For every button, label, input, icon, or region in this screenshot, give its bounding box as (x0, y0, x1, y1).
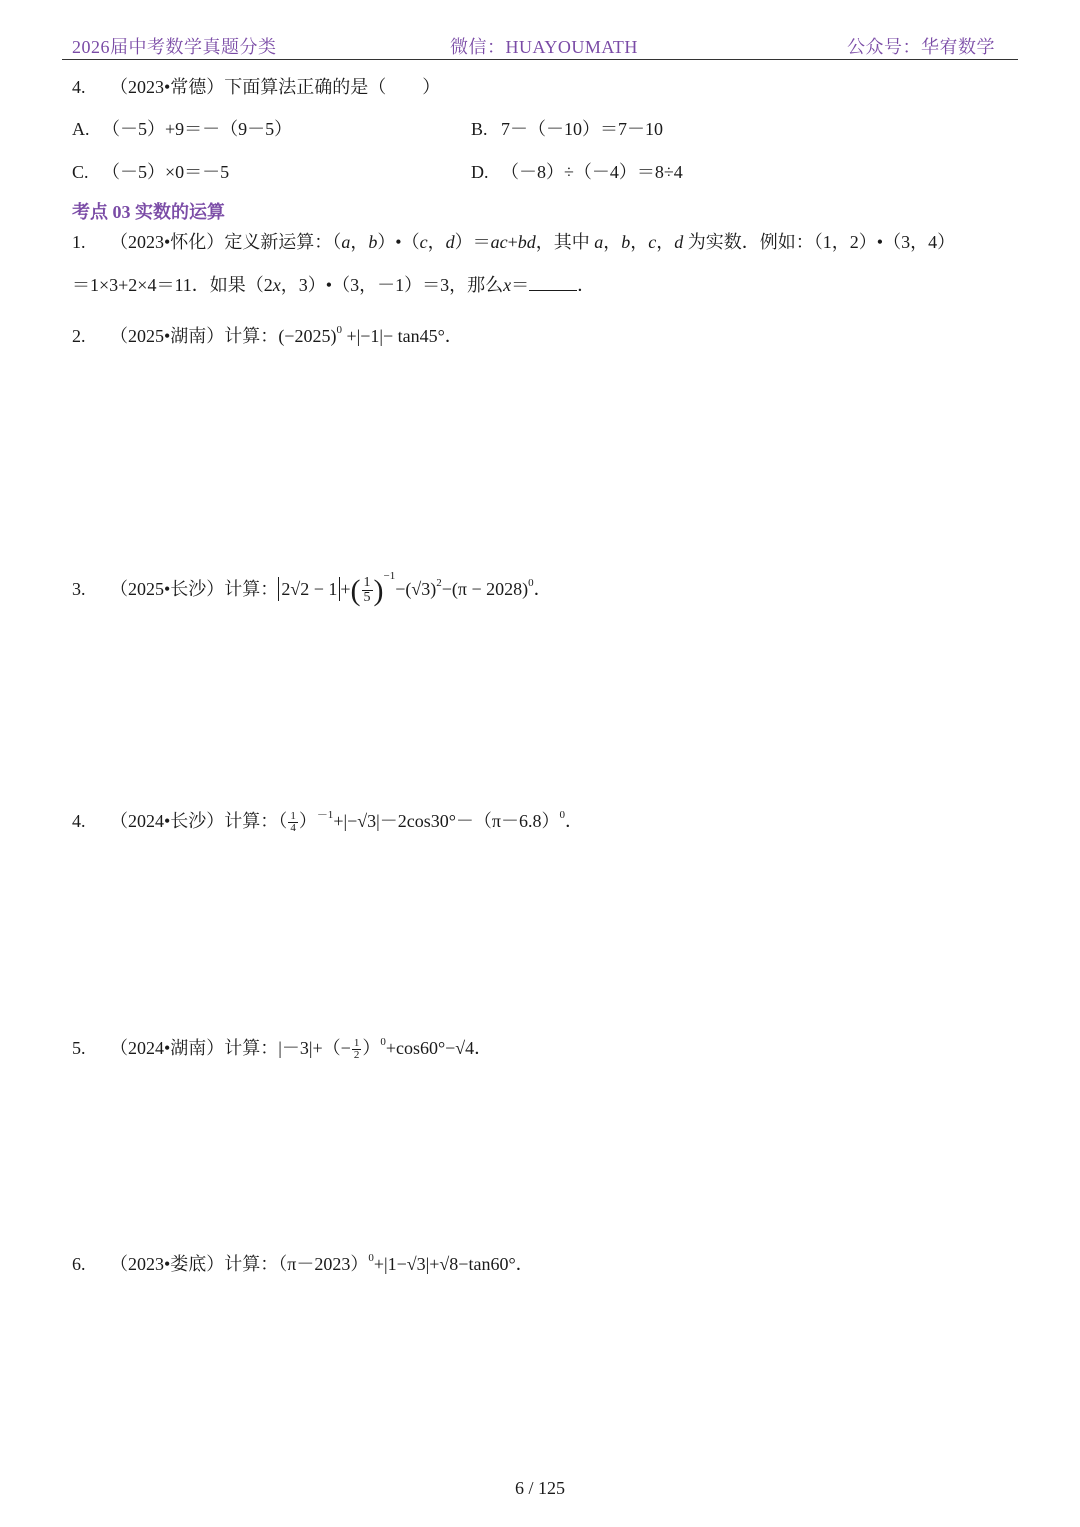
text: ）＝ (454, 232, 491, 252)
problem-1-line-1 (72, 233, 955, 251)
text: ， (603, 232, 622, 252)
expression: −(π − 2028) (441, 579, 529, 599)
expression: +cos60°−√4． (385, 1038, 493, 1058)
numerator: 1 (363, 574, 371, 590)
header-wechat: 微信：HUAYOUMATH (450, 37, 638, 57)
text: ． (533, 579, 552, 599)
option-text: （－8）÷（－4）＝8÷4 (501, 162, 683, 182)
numerator: 1 (353, 1036, 360, 1049)
problem-number: 4. (72, 811, 86, 831)
problem-3: 3. （2025•长沙）计算： 2√2 − 1 +( $\frac{1}{5}$ )$^{-1}-(√3)^2-(\pi - 2028)^0$． (72, 570, 552, 607)
option-d (471, 163, 683, 181)
var-c: c (419, 232, 428, 252)
option-text: 7－（－10）＝7－10 (501, 119, 663, 139)
fraction-one-half (352, 1038, 362, 1062)
option-label: B. (471, 119, 488, 139)
exponent: 0 (336, 324, 342, 336)
expression: +|−√3|－2cos30°－（π－6.8） (333, 811, 560, 831)
problem-6 (72, 1253, 534, 1273)
exponent: 0 (559, 809, 565, 821)
problem-2 (72, 325, 463, 345)
denominator: 2 (353, 1049, 360, 1062)
text: ． (577, 275, 596, 295)
answer-blank (529, 290, 577, 291)
option-text: （－5）+9＝－（9－5） (102, 119, 293, 139)
denominator: 4 (290, 822, 296, 835)
text: ． (564, 811, 583, 831)
problem-number: 2. (72, 326, 86, 346)
question-4-stem (72, 78, 440, 96)
option-a (72, 120, 292, 138)
text: ＝1×3+2×4＝11．如果（2 (72, 275, 273, 295)
var-a: a (341, 232, 351, 252)
expression: +|1−√3|+√8−tan60°． (373, 1254, 534, 1274)
paren-open: ( (350, 573, 361, 607)
exponent: －1 (316, 809, 334, 821)
problem-5 (72, 1027, 492, 1063)
expression: −(√3) (395, 579, 437, 599)
header-account: 公众号：华宥数学 (847, 37, 995, 57)
option-label: C. (72, 162, 89, 182)
text: + (507, 232, 518, 252)
problem-4 (72, 800, 583, 836)
var-d: d (445, 232, 455, 252)
exponent: 0 (380, 1036, 386, 1048)
text: ， (427, 232, 446, 252)
problem-number: 6. (72, 1254, 86, 1274)
header-rule (62, 59, 1018, 60)
exponent: 2 (436, 577, 442, 589)
text: ）•（ (377, 232, 420, 252)
text: ， (350, 232, 369, 252)
var-ac: ac (490, 232, 508, 252)
text: ， (656, 232, 675, 252)
option-label: A. (72, 119, 90, 139)
option-text: （－5）×0＝－5 (102, 162, 230, 182)
var-c: c (648, 232, 657, 252)
text: ，3）•（3，－1）＝3，那么 (280, 275, 504, 295)
problem-1-line-2 (72, 276, 595, 294)
problem-source: （2024•湖南）计算：|－3|+（− (110, 1038, 351, 1058)
question-text: （2023•常德）下面算法正确的是（ ） (110, 77, 441, 97)
text: ） (362, 1038, 381, 1058)
exponent: 0 (368, 1252, 374, 1264)
option-c (72, 163, 229, 181)
text: ，其中 (535, 232, 590, 252)
denominator: 5 (363, 590, 371, 606)
header-left-title: 2026届中考数学真题分类 (72, 37, 277, 57)
var-b: b (621, 232, 631, 252)
text: ） (298, 811, 317, 831)
var-x: x (503, 275, 512, 295)
var-x: x (272, 275, 281, 295)
text: ， (630, 232, 649, 252)
text: 定义新运算：（ (224, 232, 342, 252)
paren-close: ) (373, 573, 384, 607)
question-number: 4. (72, 77, 86, 97)
problem-source: （2023•娄底）计算：（π－2023） (110, 1254, 369, 1274)
problem-source: （2025•湖南）计算： (110, 326, 279, 346)
option-b (471, 120, 663, 138)
var-b: b (368, 232, 378, 252)
var-a: a (594, 232, 604, 252)
expression: (−2025) (278, 326, 337, 346)
text: ＝ (511, 275, 530, 295)
problem-number: 1. (72, 232, 86, 252)
expression: +|−1|− tan45°． (341, 326, 463, 346)
var-d: d (674, 232, 684, 252)
var-bd: bd (517, 232, 536, 252)
exponent: 0 (528, 577, 534, 589)
section-title: 考点 03 实数的运算 (72, 202, 225, 222)
absolute-value: 2√2 − 1 (278, 577, 340, 601)
fraction-one-fifth (362, 576, 373, 606)
fraction-one-quarter (288, 811, 298, 835)
problem-source: （2025•长沙）计算： (110, 579, 279, 599)
page-number: 6 / 125 (514, 1478, 565, 1498)
option-label: D. (471, 162, 489, 182)
problem-number: 3. (72, 579, 86, 599)
problem-source: （2023•怀化） (110, 232, 225, 252)
problem-number: 5. (72, 1038, 86, 1058)
exponent: −1 (383, 570, 396, 582)
problem-source: （2024•长沙）计算：（ (110, 811, 288, 831)
text: 为实数．例如：（1，2）•（3，4） (687, 232, 956, 252)
numerator: 1 (290, 809, 296, 822)
